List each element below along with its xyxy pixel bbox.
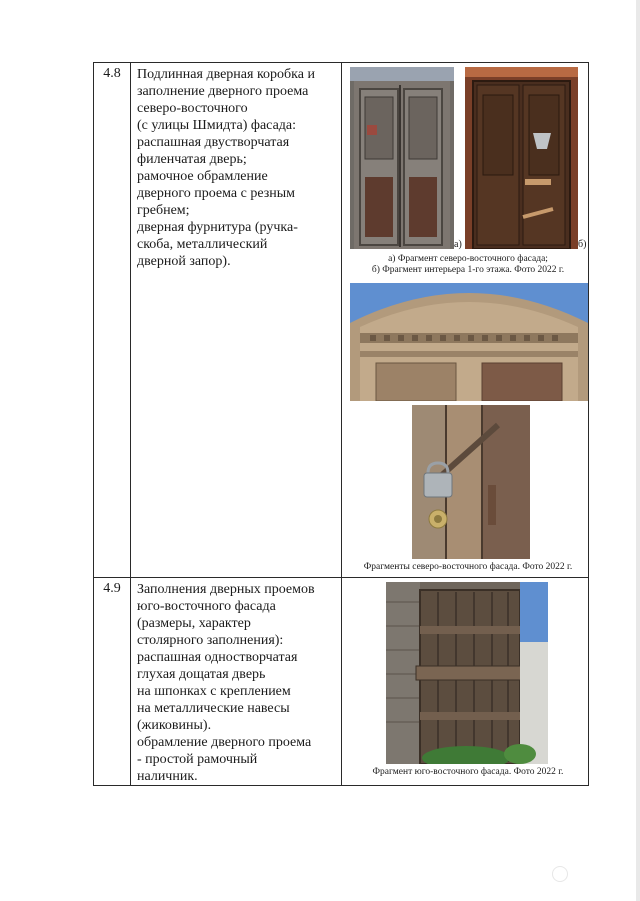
- row-number: 4.8: [94, 63, 131, 578]
- caption-line: б) Фрагмент интерьера 1-го этажа. Фото 2022 г.: [371, 265, 565, 275]
- desc-line: гребнем;: [137, 203, 190, 218]
- desc-line: - простой рамочный: [137, 752, 258, 767]
- desc-line: наличник.: [137, 769, 198, 784]
- photo-caption: Фрагмент юго-восточного фасада. Фото 2022 г.: [372, 767, 564, 777]
- photo-mark-b: б): [578, 239, 587, 250]
- table-row: [94, 578, 589, 786]
- photo-arch-frame: [350, 283, 588, 401]
- desc-line: Подлинная дверная коробка и: [137, 67, 315, 82]
- desc-line: дверной запор).: [137, 254, 231, 269]
- photo-lock-detail: [412, 405, 530, 559]
- desc-line: юго-восточного фасада: [137, 599, 276, 614]
- desc-line: на металлические навесы: [137, 701, 290, 716]
- page-edge: [636, 0, 640, 901]
- desc-line: распашная одностворчатая: [137, 650, 298, 665]
- desc-line: обрамление дверного проема: [137, 735, 312, 750]
- row-description: [131, 63, 342, 578]
- desc-line: на шпонках с креплением: [137, 684, 291, 699]
- table-row: [94, 63, 589, 578]
- desc-line: северо-восточного: [137, 101, 248, 116]
- photo-door-interior: [465, 67, 578, 249]
- photo-door-facade: [350, 67, 454, 249]
- desc-line: скоба, металлический: [137, 237, 268, 252]
- desc-line: распашная двустворчатая: [137, 135, 290, 150]
- photo-caption: Фрагменты северо-восточного фасада. Фото 2022 г.: [363, 562, 573, 572]
- desc-line: глухая дощатая дверь: [137, 667, 266, 682]
- row-number: 4.9: [94, 578, 131, 786]
- desc-line: (размеры, характер: [137, 616, 251, 631]
- desc-line: Заполнения дверных проемов: [137, 582, 315, 597]
- caption-line: а) Фрагмент северо-восточного фасада;: [388, 254, 548, 264]
- photo-cell: [342, 578, 589, 786]
- desc-line: (с улицы Шмидта) фасада:: [137, 118, 297, 133]
- heritage-table: [93, 62, 589, 786]
- desc-line: заполнение дверного проема: [137, 84, 309, 99]
- desc-line: дверная фурнитура (ручка-: [137, 220, 298, 235]
- desc-line: столярного заполнения):: [137, 633, 284, 648]
- desc-line: рамочное обрамление: [137, 169, 268, 184]
- row-description: [131, 578, 342, 786]
- photo-mark-a: а): [454, 239, 462, 250]
- desc-line: дверного проема с резным: [137, 186, 295, 201]
- desc-line: филенчатая дверь;: [137, 152, 247, 167]
- photo-caption: [342, 254, 594, 276]
- photo-plank-door: [386, 582, 548, 764]
- photo-cell: [342, 63, 589, 578]
- desc-line: (жиковины).: [137, 718, 212, 733]
- scan-artifact: [552, 866, 568, 882]
